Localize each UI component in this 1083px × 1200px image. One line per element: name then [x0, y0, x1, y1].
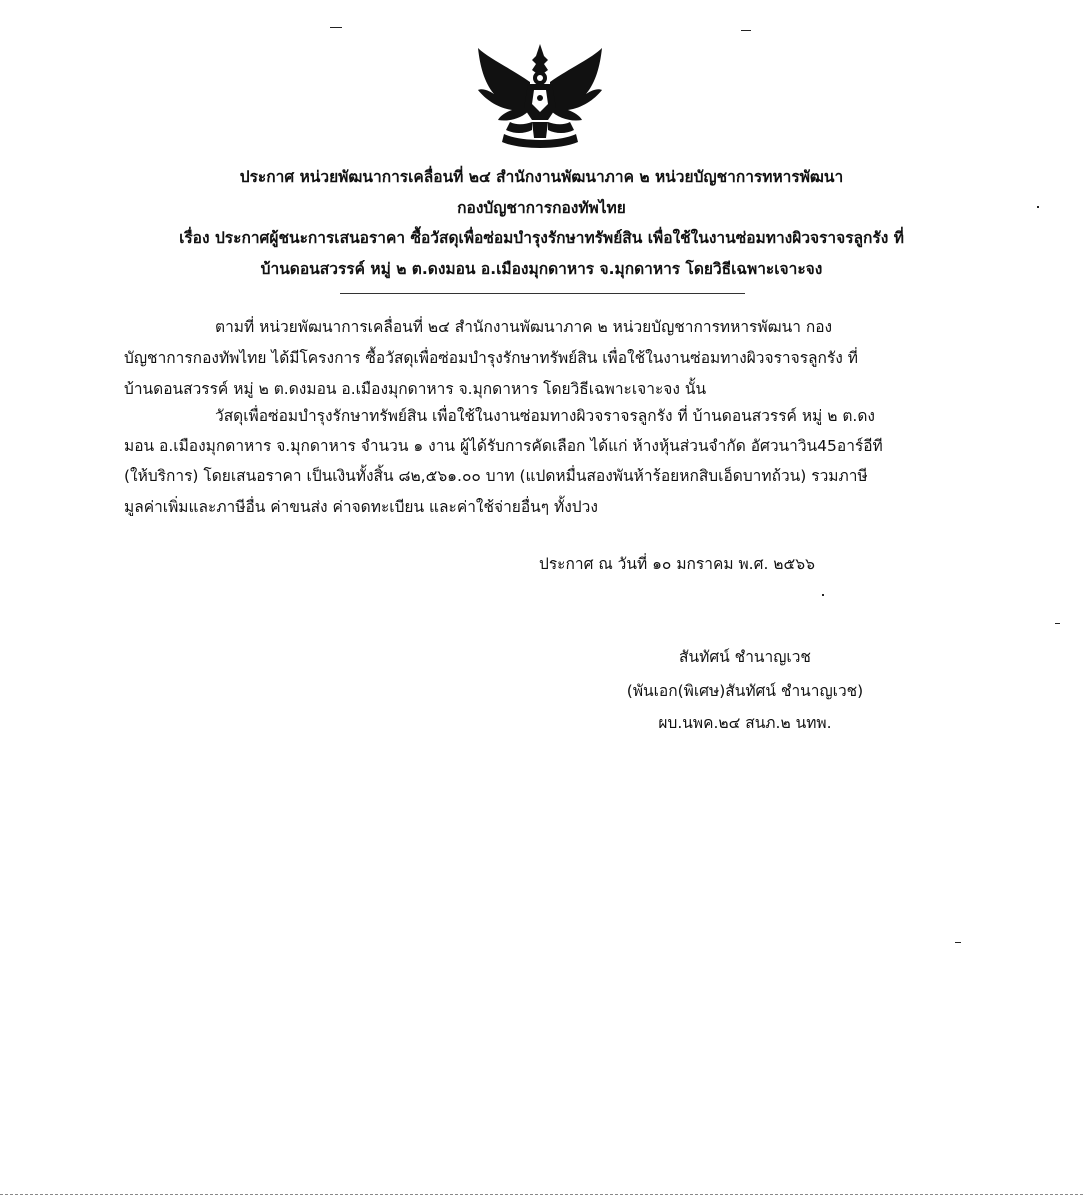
- scan-speck: [955, 942, 961, 943]
- subject-line-2: บ้านดอนสวรรค์ หมู่ ๒ ต.ดงมอน อ.เมืองมุกดาหาร จ.มุกดาหาร โดยวิธีเฉพาะเจาะจง: [260, 260, 823, 278]
- announcement-date: ประกาศ ณ วันที่ ๑๐ มกราคม พ.ศ. ๒๕๖๖: [539, 555, 815, 573]
- title-line-1: ประกาศ หน่วยพัฒนาการเคลื่อนที่ ๒๔ สำนักงานพัฒนาภาค ๒ หน่วยบัญชาการทหารพัฒนา: [239, 168, 844, 186]
- scan-bottom-edge: [0, 1194, 1083, 1196]
- subject-line-1: เรื่อง ประกาศผู้ชนะการเสนอราคา ซื้อวัสดุเพื่อซ่อมบำรุงรักษาทรัพย์สิน เพื่อใช้ในงานซ่อมทางผิวจราจรลูกรัง ที่: [179, 229, 904, 247]
- title-divider: [340, 293, 745, 294]
- paragraph-2-line-3: (ให้บริการ) โดยเสนอราคา เป็นเงินทั้งสิ้น ๘๒,๕๖๑.๐๐ บาท (แปดหมื่นสองพันห้าร้อยหกสิบเอ็ดบาทถ้วน) รวมภาษี: [124, 467, 868, 485]
- garuda-emblem-icon: [470, 38, 610, 156]
- signatory-name: สันทัศน์ ชำนาญเวช: [679, 648, 811, 666]
- scan-speck: [741, 30, 751, 31]
- paragraph-2-line-2: มอน อ.เมืองมุกดาหาร จ.มุกดาหาร จำนวน ๑ งาน ผู้ได้รับการคัดเลือก ได้แก่ ห้างหุ้นส่วนจำกัด อัศวนาวิน45อาร์อีที: [124, 437, 883, 455]
- signatory-position: ผบ.นพค.๒๔ สนภ.๒ นทพ.: [658, 714, 832, 732]
- paragraph-2-line-4: มูลค่าเพิ่มและภาษีอื่น ค่าขนส่ง ค่าจดทะเบียน และค่าใช้จ่ายอื่นๆ ทั้งปวง: [124, 498, 598, 516]
- signatory-full-name: (พันเอก(พิเศษ)สันทัศน์ ชำนาญเวช): [626, 682, 864, 700]
- paragraph-1-line-3: บ้านดอนสวรรค์ หมู่ ๒ ต.ดงมอน อ.เมืองมุกดาหาร จ.มุกดาหาร โดยวิธีเฉพาะเจาะจง นั้น: [124, 380, 707, 398]
- scan-speck: [1037, 206, 1039, 208]
- paragraph-1-line-2: บัญชาการกองทัพไทย ได้มีโครงการ ซื้อวัสดุเพื่อซ่อมบำรุงรักษาทรัพย์สิน เพื่อใช้ในงานซ่อมทางผิวจราจรลูกรัง ที่: [124, 349, 858, 367]
- paragraph-1-line-1: ตามที่ หน่วยพัฒนาการเคลื่อนที่ ๒๔ สำนักงานพัฒนาภาค ๒ หน่วยบัญชาการทหารพัฒนา กอง: [215, 318, 833, 336]
- paragraph-2-line-1: วัสดุเพื่อซ่อมบำรุงรักษาทรัพย์สิน เพื่อใช้ในงานซ่อมทางผิวจราจรลูกรัง ที่ บ้านดอนสวรรค์ หมู่ ๒ ต.ดง: [215, 407, 875, 425]
- title-line-2: กองบัญชาการกองทัพไทย: [457, 199, 626, 217]
- scan-speck: [822, 594, 824, 596]
- scan-speck: [330, 27, 342, 28]
- scan-speck: [1055, 623, 1060, 624]
